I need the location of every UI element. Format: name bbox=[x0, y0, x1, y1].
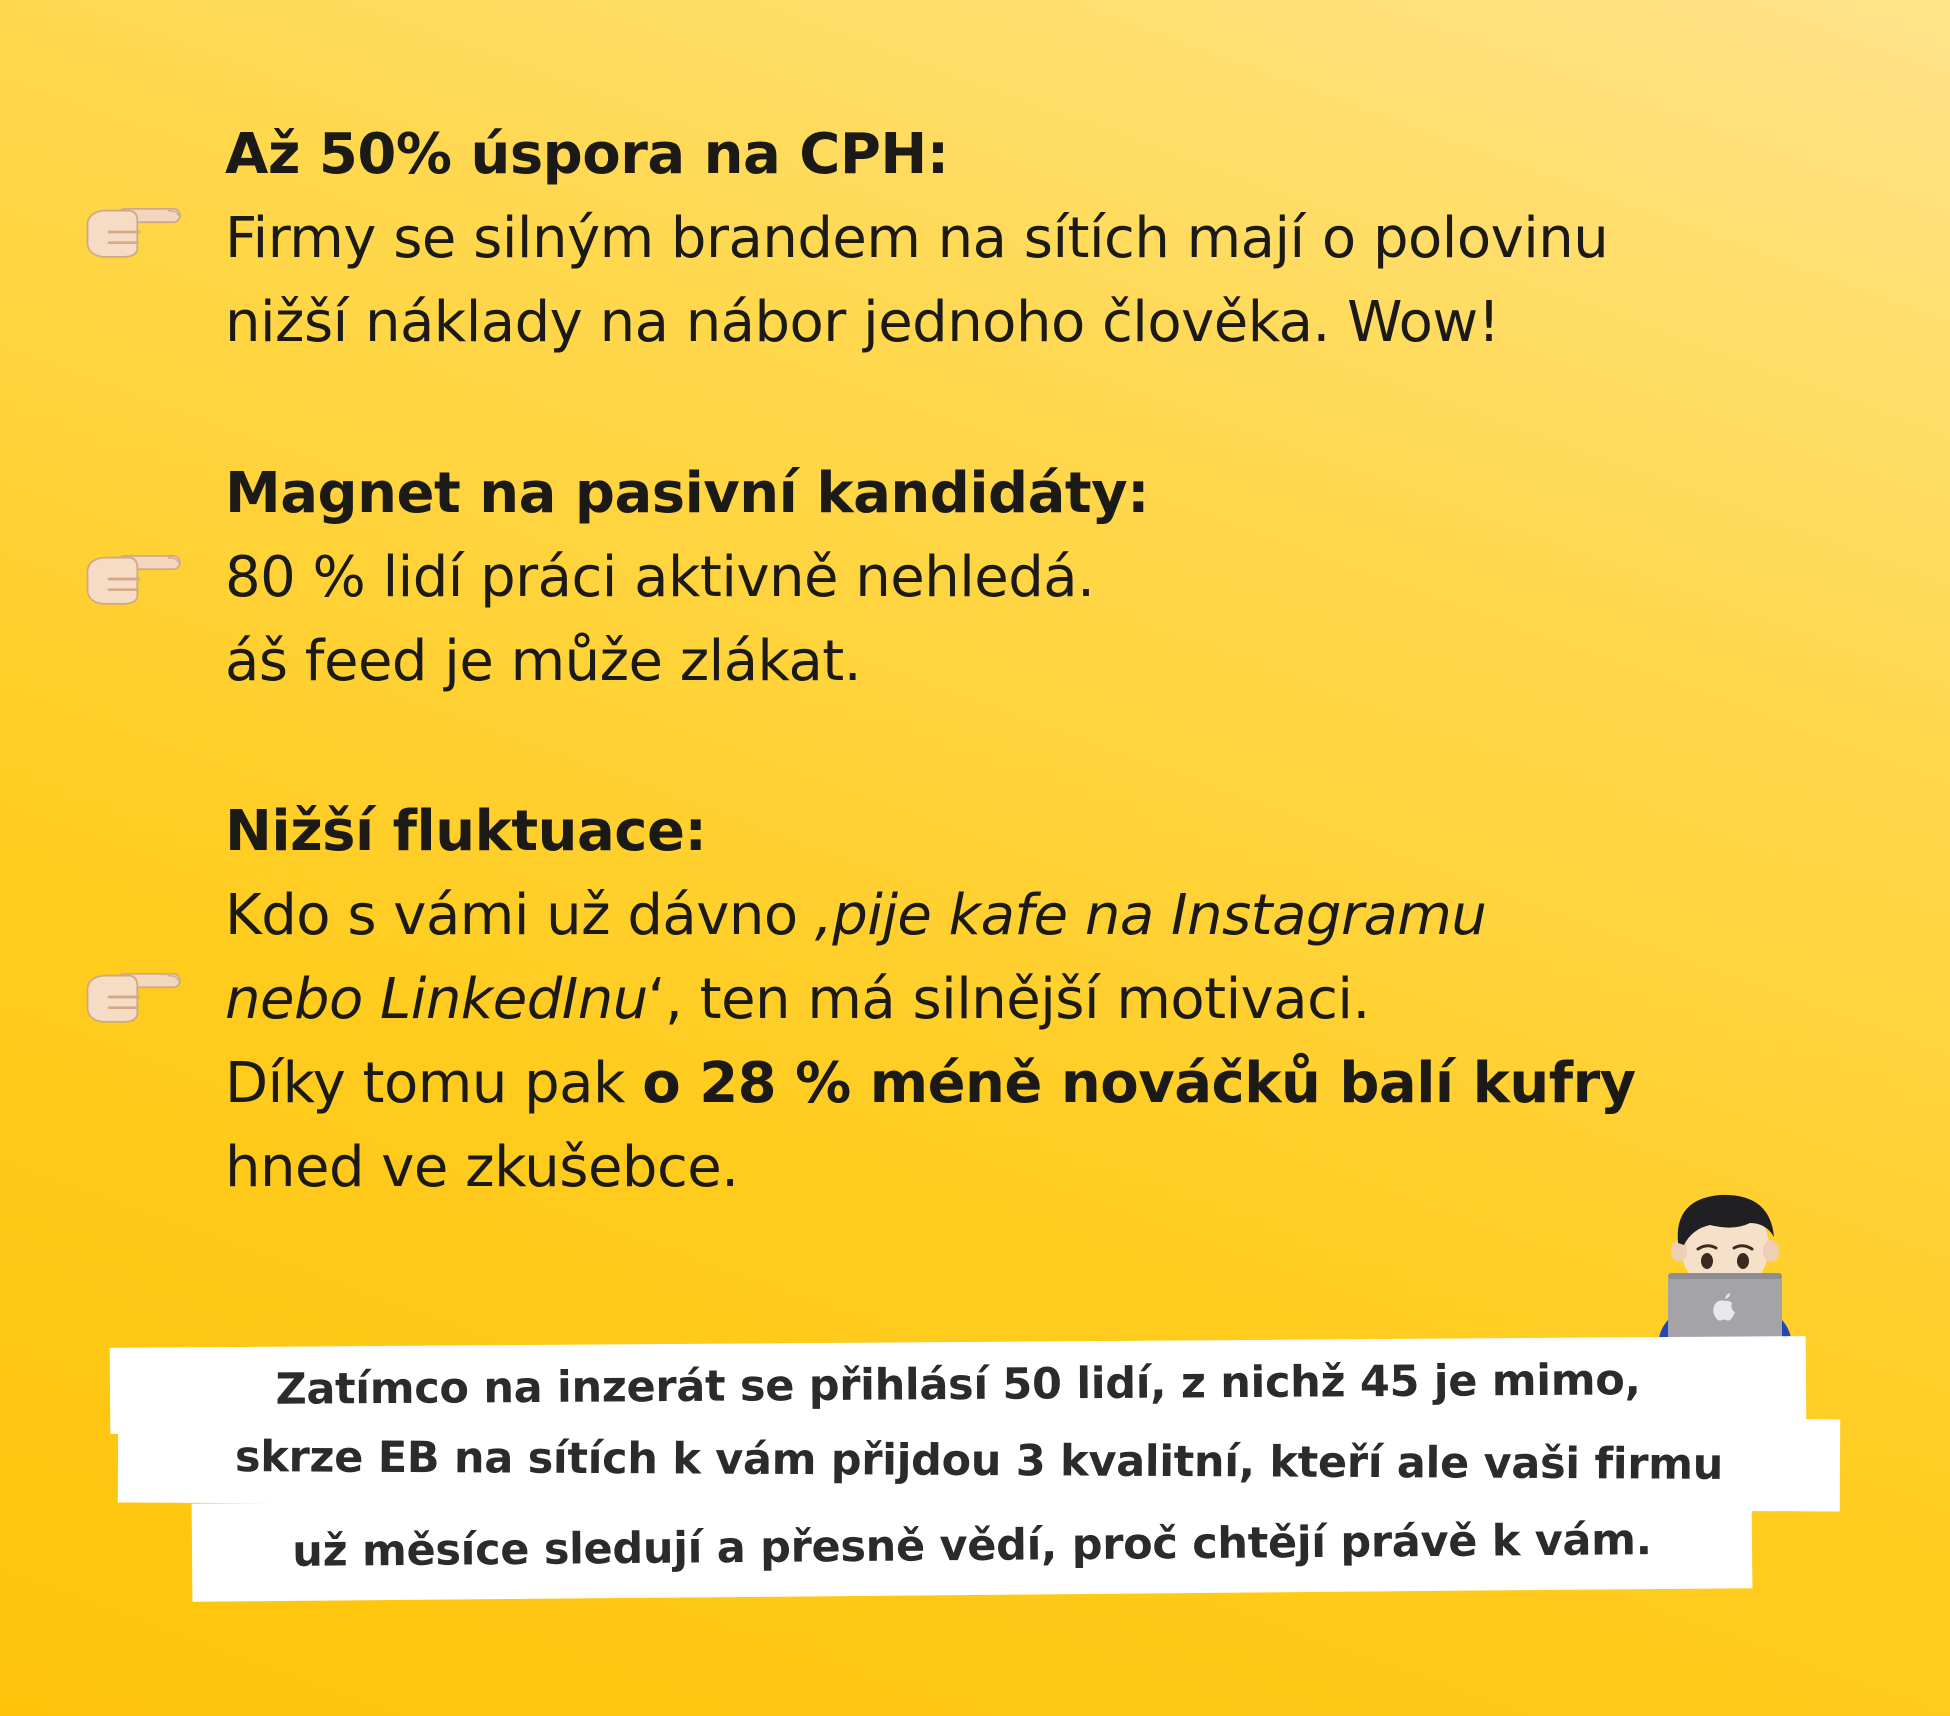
technologist-laptop-icon bbox=[1650, 1185, 1800, 1345]
bold-highlight: o 28 % méně nováčků balí kufry bbox=[642, 1051, 1636, 1116]
italic-quote: nebo LinkedInu bbox=[225, 967, 648, 1032]
section-passive-candidates bbox=[225, 452, 1905, 704]
section-text-line: hned ve zkušebce. bbox=[225, 1135, 739, 1200]
pointing-hand-icon bbox=[76, 547, 188, 611]
section-turnover bbox=[225, 790, 1905, 1210]
section-text-line bbox=[225, 958, 1905, 1042]
banner-line: skrze EB na sítích k vám přijdou 3 kvalitní, kteří ale vaši firmu bbox=[118, 1410, 1840, 1511]
text-run: Díky tomu pak bbox=[225, 1051, 643, 1116]
section-text-line bbox=[225, 874, 1905, 958]
section-heading: Nižší fluktuace: bbox=[225, 799, 707, 864]
section-heading: Až 50% úspora na CPH: bbox=[225, 122, 949, 187]
section-cph bbox=[225, 113, 1905, 365]
section-text-line: áš feed je může zlákat. bbox=[225, 629, 862, 694]
text-run: ‘, ten má silnější motivaci. bbox=[647, 967, 1370, 1032]
banner-line: už měsíce sledují a přesně vědí, proč chtějí právě k vám. bbox=[192, 1490, 1753, 1602]
banner-line: Zatímco na inzerát se přihlásí 50 lidí, z nichž 45 je mimo, bbox=[110, 1336, 1807, 1434]
section-text-line: 80 % lidí práci aktivně nehledá. bbox=[225, 545, 1095, 610]
section-text-line: Firmy se silným brandem na sítích mají o polovinu bbox=[225, 206, 1609, 271]
section-heading: Magnet na pasivní kandidáty: bbox=[225, 461, 1150, 526]
pointing-hand-icon bbox=[76, 200, 188, 264]
section-text-line bbox=[225, 1042, 1905, 1126]
text-run: Kdo s vámi už dávno bbox=[225, 883, 815, 948]
section-text-line: nižší náklady na nábor jednoho člověka. Wow! bbox=[225, 290, 1500, 355]
italic-quote: ‚pije kafe na Instagramu bbox=[814, 883, 1487, 948]
pointing-hand-icon bbox=[76, 965, 188, 1029]
